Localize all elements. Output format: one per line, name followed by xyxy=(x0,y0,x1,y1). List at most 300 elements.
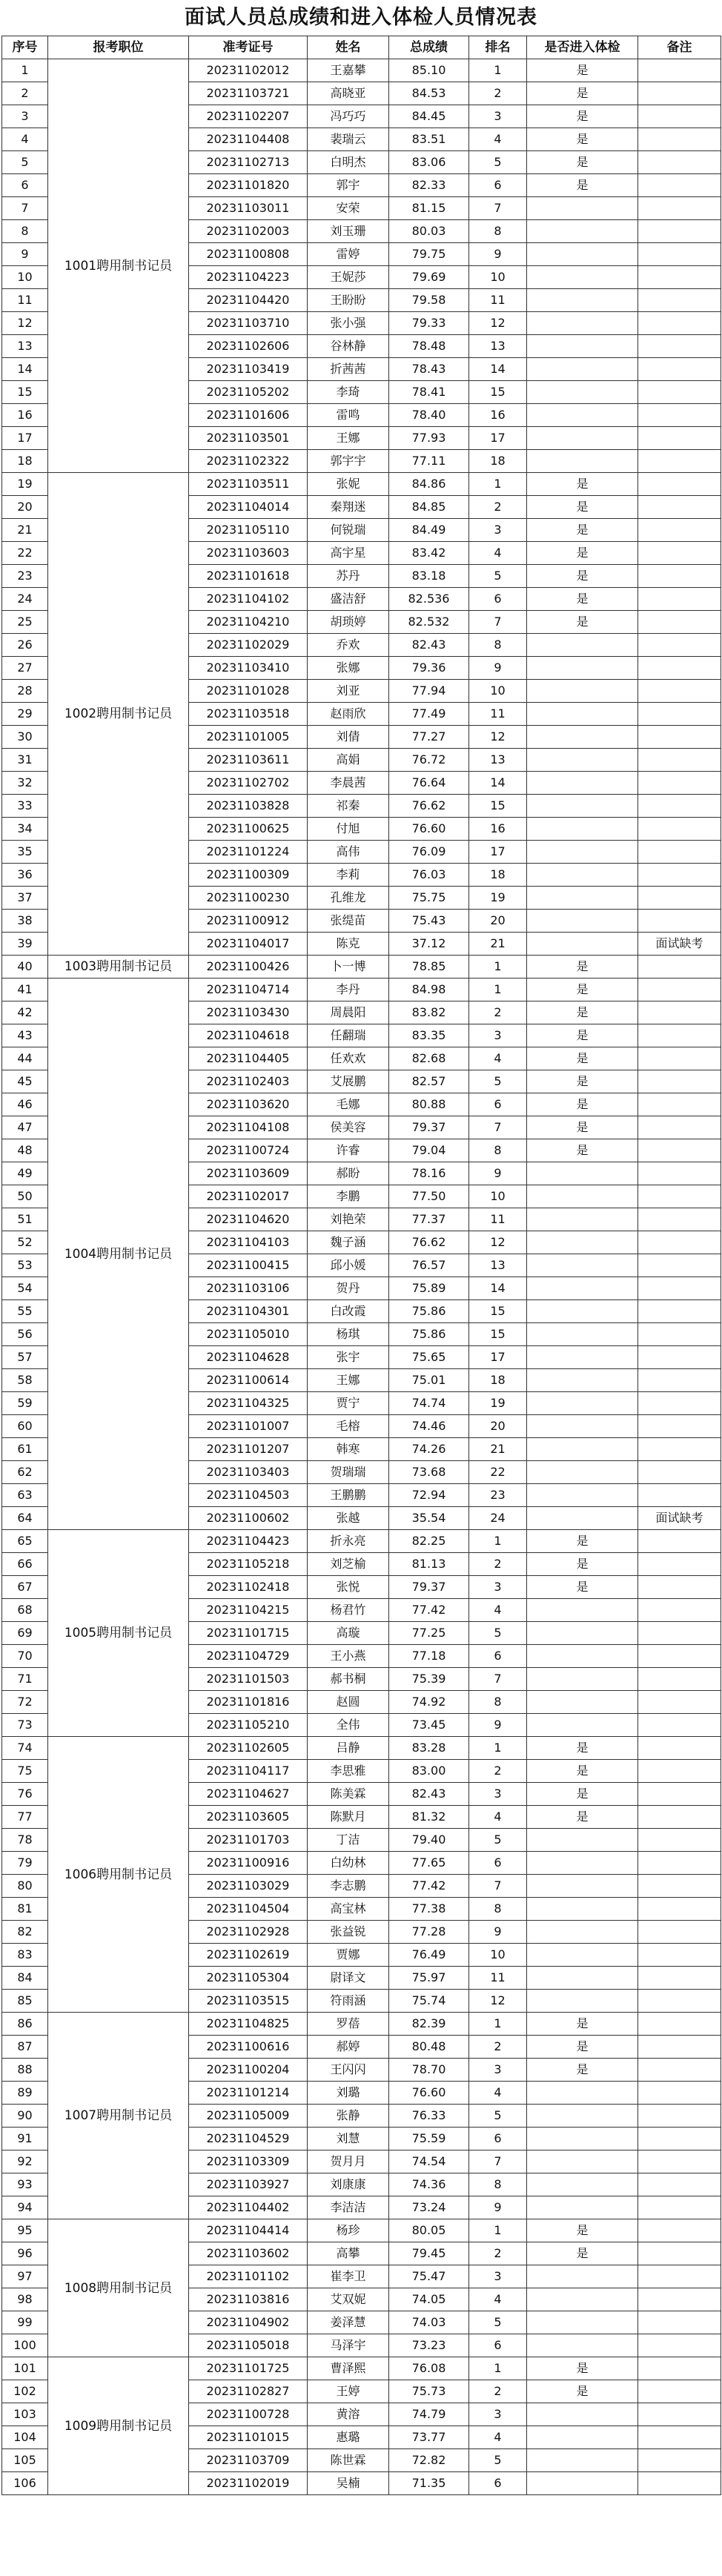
cell-remark xyxy=(638,1323,721,1346)
cell-index: 41 xyxy=(2,979,48,1001)
cell-index: 11 xyxy=(2,289,48,312)
cell-physical-exam xyxy=(527,1852,638,1875)
cell-score: 80.88 xyxy=(389,1093,469,1116)
cell-rank: 9 xyxy=(469,1162,527,1185)
cell-score: 72.94 xyxy=(389,1484,469,1507)
table-body xyxy=(2,59,721,2495)
cell-remark xyxy=(638,2288,721,2311)
cell-remark xyxy=(638,2059,721,2082)
cell-remark xyxy=(638,358,721,381)
cell-index: 77 xyxy=(2,1806,48,1829)
cell-exam-id: 20231100728 xyxy=(189,2403,308,2426)
cell-name: 白明杰 xyxy=(308,151,389,174)
cell-name: 陈克 xyxy=(308,933,389,956)
cell-position: 1004聘用制书记员 xyxy=(48,979,189,1530)
cell-remark xyxy=(638,2219,721,2242)
cell-index: 53 xyxy=(2,1254,48,1277)
cell-name: 王鹏鹏 xyxy=(308,1484,389,1507)
cell-rank: 11 xyxy=(469,703,527,726)
cell-score: 84.86 xyxy=(389,473,469,496)
cell-exam-id: 20231100309 xyxy=(189,864,308,887)
cell-score: 74.36 xyxy=(389,2173,469,2196)
cell-physical-exam: 是 xyxy=(527,1783,638,1806)
cell-name: 黄溶 xyxy=(308,2403,389,2426)
cell-index: 18 xyxy=(2,450,48,473)
cell-exam-id: 20231103410 xyxy=(189,657,308,680)
cell-name: 尉译文 xyxy=(308,1967,389,1990)
cell-name: 盛洁舒 xyxy=(308,588,389,611)
cell-name: 惠璐 xyxy=(308,2426,389,2449)
cell-physical-exam xyxy=(527,335,638,358)
cell-remark xyxy=(638,2426,721,2449)
cell-physical-exam xyxy=(527,1208,638,1231)
cell-physical-exam xyxy=(527,1829,638,1852)
cell-score: 74.05 xyxy=(389,2288,469,2311)
header-exam-id: 准考证号 xyxy=(189,36,308,59)
cell-exam-id: 20231103011 xyxy=(189,197,308,220)
cell-name: 雷鸣 xyxy=(308,404,389,427)
cell-score: 76.60 xyxy=(389,2082,469,2105)
cell-position: 1007聘用制书记员 xyxy=(48,2013,189,2219)
cell-physical-exam: 是 xyxy=(527,1093,638,1116)
cell-index: 60 xyxy=(2,1415,48,1438)
cell-score: 78.40 xyxy=(389,404,469,427)
cell-rank: 13 xyxy=(469,749,527,772)
cell-score: 77.28 xyxy=(389,1921,469,1944)
cell-score: 76.03 xyxy=(389,864,469,887)
cell-score: 84.45 xyxy=(389,105,469,128)
cell-remark xyxy=(638,1070,721,1093)
cell-exam-id: 20231102403 xyxy=(189,1070,308,1093)
cell-index: 38 xyxy=(2,910,48,933)
cell-name: 赵雨欣 xyxy=(308,703,389,726)
cell-name: 白幼林 xyxy=(308,1852,389,1875)
cell-remark: 面试缺考 xyxy=(638,933,721,956)
table-row xyxy=(2,1737,721,1760)
cell-name: 高攀 xyxy=(308,2242,389,2265)
cell-remark xyxy=(638,1185,721,1208)
cell-remark xyxy=(638,634,721,657)
cell-name: 刘慧 xyxy=(308,2128,389,2150)
cell-physical-exam: 是 xyxy=(527,2219,638,2242)
cell-index: 71 xyxy=(2,1668,48,1691)
cell-physical-exam: 是 xyxy=(527,588,638,611)
cell-index: 73 xyxy=(2,1714,48,1737)
cell-exam-id: 20231104102 xyxy=(189,588,308,611)
cell-physical-exam xyxy=(527,2105,638,2128)
cell-rank: 9 xyxy=(469,1714,527,1737)
cell-index: 6 xyxy=(2,174,48,197)
cell-name: 张悦 xyxy=(308,1576,389,1599)
cell-exam-id: 20231104108 xyxy=(189,1116,308,1139)
cell-exam-id: 20231104618 xyxy=(189,1024,308,1047)
cell-physical-exam xyxy=(527,2150,638,2173)
cell-name: 高璇 xyxy=(308,1622,389,1645)
cell-physical-exam: 是 xyxy=(527,59,638,82)
cell-exam-id: 20231103721 xyxy=(189,82,308,105)
cell-physical-exam xyxy=(527,266,638,289)
cell-physical-exam: 是 xyxy=(527,1139,638,1162)
cell-score: 75.39 xyxy=(389,1668,469,1691)
cell-rank: 4 xyxy=(469,2082,527,2105)
cell-rank: 8 xyxy=(469,1898,527,1921)
cell-physical-exam xyxy=(527,1668,638,1691)
cell-name: 魏子涵 xyxy=(308,1231,389,1254)
cell-rank: 13 xyxy=(469,1254,527,1277)
cell-score: 82.43 xyxy=(389,1783,469,1806)
cell-score: 74.03 xyxy=(389,2311,469,2334)
cell-name: 赵圆 xyxy=(308,1691,389,1714)
cell-physical-exam: 是 xyxy=(527,1760,638,1783)
table-row xyxy=(2,59,721,82)
cell-remark xyxy=(638,1714,721,1737)
cell-name: 李洁洁 xyxy=(308,2196,389,2219)
cell-rank: 11 xyxy=(469,289,527,312)
cell-score: 73.45 xyxy=(389,1714,469,1737)
cell-name: 李丹 xyxy=(308,979,389,1001)
cell-score: 76.62 xyxy=(389,795,469,818)
cell-rank: 19 xyxy=(469,1392,527,1415)
cell-physical-exam xyxy=(527,749,638,772)
cell-remark xyxy=(638,59,721,82)
cell-physical-exam xyxy=(527,1392,638,1415)
cell-physical-exam xyxy=(527,1323,638,1346)
cell-remark xyxy=(638,473,721,496)
cell-exam-id: 20231101005 xyxy=(189,726,308,749)
cell-name: 何锐瑞 xyxy=(308,519,389,542)
cell-physical-exam xyxy=(527,1921,638,1944)
cell-remark xyxy=(638,1599,721,1622)
cell-exam-id: 20231105018 xyxy=(189,2334,308,2357)
cell-exam-id: 20231101028 xyxy=(189,680,308,703)
cell-index: 27 xyxy=(2,657,48,680)
cell-physical-exam xyxy=(527,1438,638,1461)
cell-remark xyxy=(638,1277,721,1300)
cell-name: 王婷 xyxy=(308,2380,389,2403)
cell-physical-exam xyxy=(527,657,638,680)
cell-remark xyxy=(638,1139,721,1162)
cell-physical-exam: 是 xyxy=(527,2242,638,2265)
cell-rank: 5 xyxy=(469,1622,527,1645)
cell-rank: 2 xyxy=(469,1760,527,1783)
cell-index: 66 xyxy=(2,1553,48,1576)
cell-exam-id: 20231103709 xyxy=(189,2449,308,2472)
cell-name: 艾双妮 xyxy=(308,2288,389,2311)
cell-rank: 3 xyxy=(469,105,527,128)
cell-remark xyxy=(638,1622,721,1645)
cell-rank: 24 xyxy=(469,1507,527,1530)
cell-exam-id: 20231104825 xyxy=(189,2013,308,2036)
cell-remark xyxy=(638,1254,721,1277)
cell-score: 75.86 xyxy=(389,1300,469,1323)
cell-remark xyxy=(638,1875,721,1898)
cell-rank: 8 xyxy=(469,634,527,657)
cell-remark xyxy=(638,1944,721,1967)
cell-physical-exam xyxy=(527,1185,638,1208)
cell-exam-id: 20231100230 xyxy=(189,887,308,910)
cell-score: 79.04 xyxy=(389,1139,469,1162)
cell-index: 85 xyxy=(2,1990,48,2013)
cell-remark xyxy=(638,2472,721,2495)
cell-remark xyxy=(638,82,721,105)
cell-score: 71.35 xyxy=(389,2472,469,2495)
cell-exam-id: 20231100616 xyxy=(189,2036,308,2059)
cell-name: 艾展鹏 xyxy=(308,1070,389,1093)
cell-remark xyxy=(638,335,721,358)
cell-physical-exam: 是 xyxy=(527,1047,638,1070)
cell-remark xyxy=(638,2334,721,2357)
cell-exam-id: 20231104014 xyxy=(189,496,308,519)
cell-score: 77.42 xyxy=(389,1599,469,1622)
cell-index: 100 xyxy=(2,2334,48,2357)
cell-index: 64 xyxy=(2,1507,48,1530)
header-row xyxy=(2,36,721,59)
cell-name: 任翻瑞 xyxy=(308,1024,389,1047)
cell-rank: 14 xyxy=(469,358,527,381)
cell-physical-exam: 是 xyxy=(527,611,638,634)
cell-remark xyxy=(638,795,721,818)
cell-rank: 1 xyxy=(469,979,527,1001)
cell-exam-id: 20231101606 xyxy=(189,404,308,427)
cell-exam-id: 20231102003 xyxy=(189,220,308,243)
cell-name: 郭宇 xyxy=(308,174,389,197)
cell-name: 张静 xyxy=(308,2105,389,2128)
cell-exam-id: 20231101214 xyxy=(189,2082,308,2105)
cell-score: 79.45 xyxy=(389,2242,469,2265)
cell-rank: 6 xyxy=(469,174,527,197)
cell-index: 91 xyxy=(2,2128,48,2150)
cell-physical-exam: 是 xyxy=(527,1806,638,1829)
cell-name: 毛娜 xyxy=(308,1093,389,1116)
cell-score: 74.92 xyxy=(389,1691,469,1714)
cell-index: 35 xyxy=(2,841,48,864)
cell-name: 高宝林 xyxy=(308,1898,389,1921)
cell-remark xyxy=(638,887,721,910)
cell-score: 73.77 xyxy=(389,2426,469,2449)
cell-score: 83.18 xyxy=(389,565,469,588)
cell-name: 贺丹 xyxy=(308,1277,389,1300)
cell-index: 105 xyxy=(2,2449,48,2472)
cell-rank: 4 xyxy=(469,2288,527,2311)
cell-index: 76 xyxy=(2,1783,48,1806)
cell-index: 31 xyxy=(2,749,48,772)
cell-index: 43 xyxy=(2,1024,48,1047)
cell-physical-exam: 是 xyxy=(527,473,638,496)
cell-physical-exam xyxy=(527,289,638,312)
cell-index: 8 xyxy=(2,220,48,243)
cell-index: 68 xyxy=(2,1599,48,1622)
cell-index: 28 xyxy=(2,680,48,703)
cell-index: 30 xyxy=(2,726,48,749)
cell-index: 19 xyxy=(2,473,48,496)
cell-score: 80.03 xyxy=(389,220,469,243)
cell-name: 张妮 xyxy=(308,473,389,496)
cell-exam-id: 20231105202 xyxy=(189,381,308,404)
cell-rank: 2 xyxy=(469,496,527,519)
cell-index: 51 xyxy=(2,1208,48,1231)
cell-score: 74.74 xyxy=(389,1392,469,1415)
cell-index: 13 xyxy=(2,335,48,358)
cell-score: 75.47 xyxy=(389,2265,469,2288)
cell-rank: 16 xyxy=(469,818,527,841)
cell-exam-id: 20231104503 xyxy=(189,1484,308,1507)
cell-exam-id: 20231104405 xyxy=(189,1047,308,1070)
table-row xyxy=(2,2219,721,2242)
cell-physical-exam: 是 xyxy=(527,151,638,174)
cell-score: 84.98 xyxy=(389,979,469,1001)
cell-score: 84.53 xyxy=(389,82,469,105)
cell-physical-exam xyxy=(527,1599,638,1622)
cell-score: 81.13 xyxy=(389,1553,469,1576)
header-name: 姓名 xyxy=(308,36,389,59)
cell-physical-exam xyxy=(527,1622,638,1645)
cell-rank: 18 xyxy=(469,450,527,473)
cell-name: 卜一博 xyxy=(308,956,389,979)
cell-score: 75.73 xyxy=(389,2380,469,2403)
cell-index: 97 xyxy=(2,2265,48,2288)
cell-remark xyxy=(638,726,721,749)
cell-exam-id: 20231102322 xyxy=(189,450,308,473)
cell-name: 王盼盼 xyxy=(308,289,389,312)
cell-name: 刘芝榆 xyxy=(308,1553,389,1576)
cell-exam-id: 20231100916 xyxy=(189,1852,308,1875)
cell-index: 3 xyxy=(2,105,48,128)
cell-remark xyxy=(638,749,721,772)
cell-rank: 4 xyxy=(469,2426,527,2449)
table-row xyxy=(2,2357,721,2380)
cell-rank: 7 xyxy=(469,1116,527,1139)
cell-physical-exam xyxy=(527,2334,638,2357)
results-table xyxy=(1,36,721,2495)
cell-name: 贺月月 xyxy=(308,2150,389,2173)
cell-rank: 5 xyxy=(469,1829,527,1852)
cell-rank: 6 xyxy=(469,2334,527,2357)
cell-exam-id: 20231101224 xyxy=(189,841,308,864)
cell-exam-id: 20231104103 xyxy=(189,1231,308,1254)
cell-name: 王娜 xyxy=(308,427,389,450)
cell-remark xyxy=(638,1921,721,1944)
cell-index: 4 xyxy=(2,128,48,151)
cell-remark xyxy=(638,772,721,795)
cell-score: 76.64 xyxy=(389,772,469,795)
cell-exam-id: 20231102702 xyxy=(189,772,308,795)
cell-name: 李琦 xyxy=(308,381,389,404)
cell-remark xyxy=(638,151,721,174)
cell-remark xyxy=(638,1576,721,1599)
cell-remark xyxy=(638,1668,721,1691)
cell-index: 57 xyxy=(2,1346,48,1369)
cell-name: 刘璐 xyxy=(308,2082,389,2105)
cell-index: 7 xyxy=(2,197,48,220)
cell-position: 1003聘用制书记员 xyxy=(48,956,189,979)
cell-exam-id: 20231103309 xyxy=(189,2150,308,2173)
cell-physical-exam xyxy=(527,910,638,933)
cell-physical-exam: 是 xyxy=(527,1576,638,1599)
cell-score: 83.28 xyxy=(389,1737,469,1760)
cell-score: 77.11 xyxy=(389,450,469,473)
cell-exam-id: 20231102017 xyxy=(189,1185,308,1208)
cell-index: 104 xyxy=(2,2426,48,2449)
cell-exam-id: 20231100808 xyxy=(189,243,308,266)
cell-index: 69 xyxy=(2,1622,48,1645)
cell-exam-id: 20231102029 xyxy=(189,634,308,657)
cell-exam-id: 20231103106 xyxy=(189,1277,308,1300)
cell-index: 49 xyxy=(2,1162,48,1185)
cell-name: 胡琐婷 xyxy=(308,611,389,634)
cell-index: 56 xyxy=(2,1323,48,1346)
cell-rank: 2 xyxy=(469,1001,527,1024)
cell-exam-id: 20231102012 xyxy=(189,59,308,82)
cell-index: 47 xyxy=(2,1116,48,1139)
cell-rank: 21 xyxy=(469,1438,527,1461)
cell-score: 83.06 xyxy=(389,151,469,174)
cell-remark xyxy=(638,2449,721,2472)
cell-remark xyxy=(638,1852,721,1875)
cell-index: 12 xyxy=(2,312,48,335)
cell-index: 46 xyxy=(2,1093,48,1116)
cell-index: 50 xyxy=(2,1185,48,1208)
cell-rank: 12 xyxy=(469,1231,527,1254)
cell-remark xyxy=(638,1162,721,1185)
cell-remark xyxy=(638,1967,721,1990)
header-physical-exam: 是否进入体检 xyxy=(527,36,638,59)
cell-rank: 17 xyxy=(469,841,527,864)
cell-physical-exam: 是 xyxy=(527,565,638,588)
cell-score: 78.85 xyxy=(389,956,469,979)
cell-rank: 7 xyxy=(469,2150,527,2173)
cell-physical-exam xyxy=(527,1875,638,1898)
cell-exam-id: 20231101207 xyxy=(189,1438,308,1461)
cell-name: 谷林静 xyxy=(308,335,389,358)
cell-exam-id: 20231101715 xyxy=(189,1622,308,1645)
cell-name: 郭宇宇 xyxy=(308,450,389,473)
cell-remark xyxy=(638,2150,721,2173)
cell-remark xyxy=(638,2173,721,2196)
cell-score: 76.57 xyxy=(389,1254,469,1277)
cell-physical-exam: 是 xyxy=(527,542,638,565)
cell-exam-id: 20231105210 xyxy=(189,1714,308,1737)
cell-index: 34 xyxy=(2,818,48,841)
cell-score: 79.75 xyxy=(389,243,469,266)
cell-remark xyxy=(638,1231,721,1254)
cell-remark: 面试缺考 xyxy=(638,1507,721,1530)
cell-name: 韩寒 xyxy=(308,1438,389,1461)
cell-physical-exam xyxy=(527,404,638,427)
cell-score: 77.38 xyxy=(389,1898,469,1921)
cell-score: 77.42 xyxy=(389,1875,469,1898)
cell-physical-exam xyxy=(527,2288,638,2311)
cell-name: 陈默月 xyxy=(308,1806,389,1829)
cell-score: 74.46 xyxy=(389,1415,469,1438)
cell-physical-exam xyxy=(527,2403,638,2426)
cell-remark xyxy=(638,2036,721,2059)
cell-name: 刘艳荣 xyxy=(308,1208,389,1231)
cell-rank: 1 xyxy=(469,2013,527,2036)
cell-physical-exam xyxy=(527,887,638,910)
cell-name: 侯美容 xyxy=(308,1116,389,1139)
cell-name: 任欢欢 xyxy=(308,1047,389,1070)
cell-exam-id: 20231102713 xyxy=(189,151,308,174)
cell-physical-exam: 是 xyxy=(527,1070,638,1093)
cell-index: 63 xyxy=(2,1484,48,1507)
cell-rank: 3 xyxy=(469,1783,527,1806)
cell-remark xyxy=(638,818,721,841)
cell-remark xyxy=(638,197,721,220)
cell-exam-id: 20231102605 xyxy=(189,1737,308,1760)
cell-exam-id: 20231104420 xyxy=(189,289,308,312)
cell-remark xyxy=(638,1783,721,1806)
cell-name: 折永亮 xyxy=(308,1530,389,1553)
